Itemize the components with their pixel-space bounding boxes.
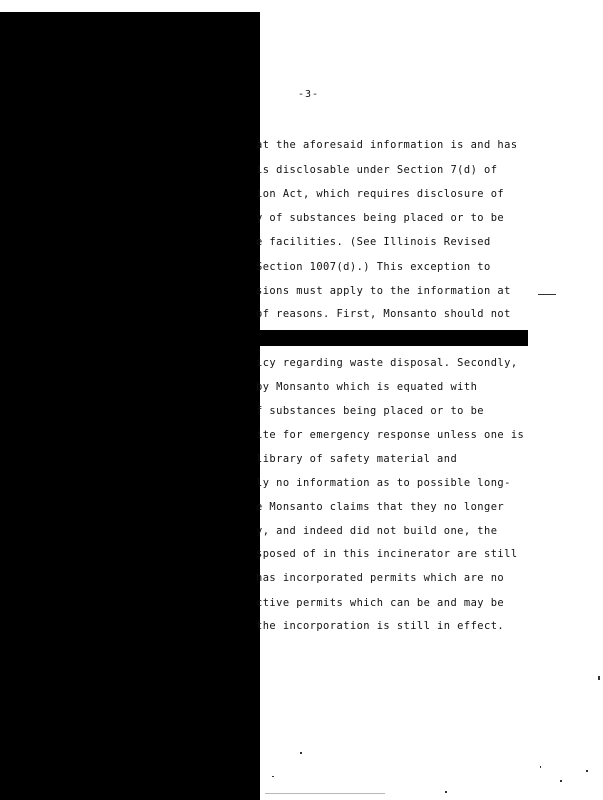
text-line: of reasons. First, Monsanto should not bbox=[256, 308, 511, 320]
text-line: e facilities. (See Illinois Revised bbox=[256, 236, 491, 248]
text-line: icy regarding waste disposal. Secondly, bbox=[256, 357, 518, 369]
text-line: is disclosable under Section 7(d) of bbox=[256, 164, 498, 176]
text-line: by Monsanto which is equated with bbox=[256, 381, 478, 393]
text-line: e Monsanto claims that they no longer bbox=[256, 501, 505, 513]
text-line: ly no information as to possible long- bbox=[256, 477, 511, 489]
text-line: has incorporated permits which are no bbox=[256, 572, 505, 584]
text-line: at the aforesaid information is and has bbox=[256, 139, 518, 151]
text-line: y, and indeed did not build one, the bbox=[256, 525, 498, 537]
text-line: ite for emergency response unless one is bbox=[256, 429, 525, 441]
text-line: the incorporation is still in effect. bbox=[256, 620, 505, 632]
text-line: ctive permits which can be and may be bbox=[256, 597, 505, 609]
text-line: library of safety material and bbox=[256, 453, 458, 465]
text-line: sions must apply to the information at bbox=[256, 285, 511, 297]
text-line: Section 1007(d).) This exception to bbox=[256, 261, 491, 273]
text-line: ion Act, which requires disclosure of bbox=[256, 188, 505, 200]
page-number: -3- bbox=[298, 89, 320, 100]
text-line: sposed of in this incinerator are still bbox=[256, 548, 518, 560]
text-line: y of substances being placed or to be bbox=[256, 212, 505, 224]
text-line: f substances being placed or to be bbox=[256, 405, 484, 417]
